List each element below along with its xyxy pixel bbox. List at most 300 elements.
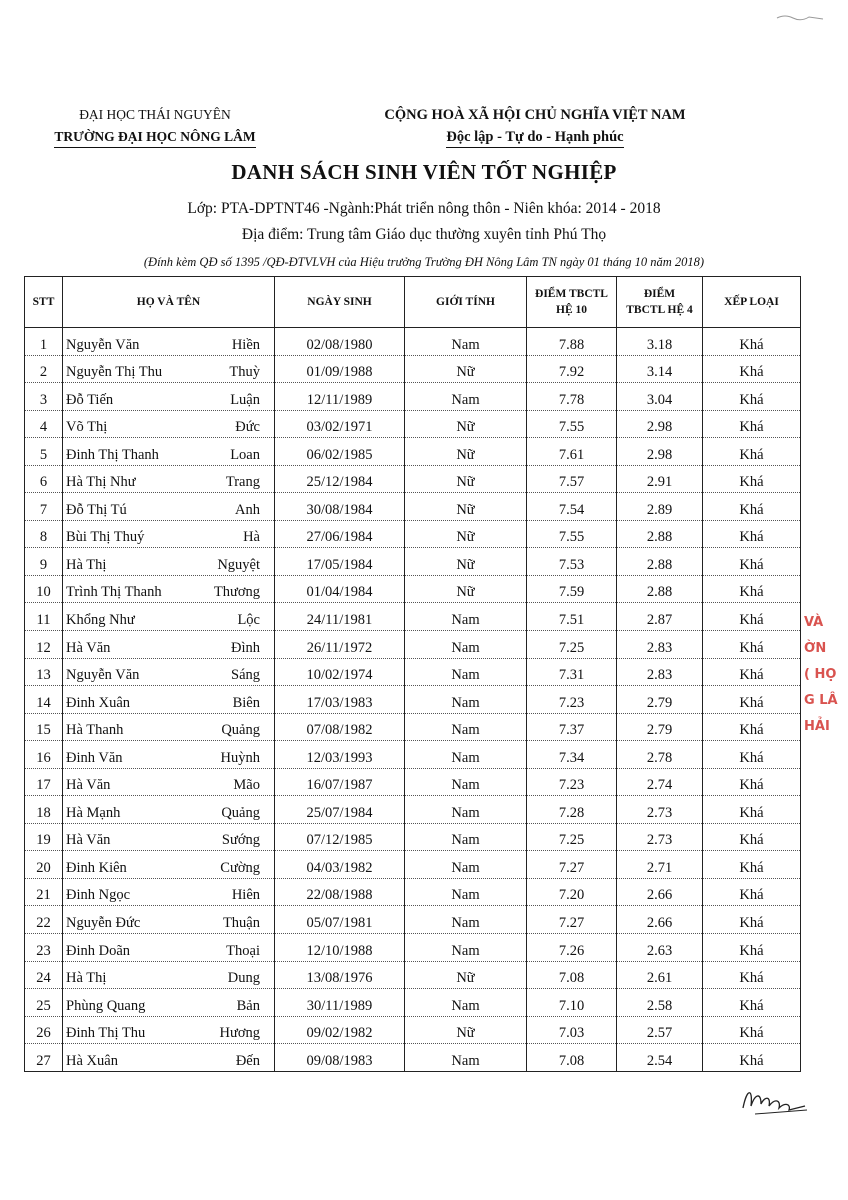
row-fullname (63, 631, 275, 659)
row-given-name: Đức (235, 419, 260, 436)
row-gender: Nam (405, 328, 527, 356)
row-surname: Hà Mạnh (66, 804, 121, 821)
row-given-name: Thương (213, 584, 260, 601)
row-fullname (63, 961, 275, 989)
scribble-mark (775, 12, 825, 22)
row-surname: Hà Văn (66, 832, 111, 849)
row-stt: 15 (25, 713, 63, 741)
row-dob: 01/09/1988 (275, 355, 405, 383)
row-stt: 11 (25, 603, 63, 631)
row-fullname (63, 851, 275, 879)
row-given-name: Dung (227, 970, 260, 987)
row-score4: 2.83 (617, 658, 703, 686)
row-rank: Khá (703, 603, 801, 631)
row-surname: Đinh Thị Thu (66, 1025, 146, 1042)
row-fullname (63, 989, 275, 1017)
signature (735, 1080, 815, 1120)
row-score4: 2.73 (617, 796, 703, 824)
row-given-name: Quảng (221, 722, 260, 739)
row-score4: 2.83 (617, 631, 703, 659)
row-stt: 5 (25, 438, 63, 466)
row-stt: 7 (25, 493, 63, 521)
class-info: Lớp: PTA-DPTNT46 -Ngành:Phát triển nông thôn - Niên khóa: 2014 - 2018 (187, 200, 661, 217)
row-dob: 01/04/1984 (275, 575, 405, 603)
row-rank: Khá (703, 741, 801, 769)
row-score10: 7.31 (527, 658, 617, 686)
row-given-name: Huỳnh (220, 749, 260, 766)
row-score10: 7.23 (527, 686, 617, 714)
row-stt: 23 (25, 934, 63, 962)
row-score10: 7.03 (527, 1016, 617, 1044)
row-score10: 7.55 (527, 520, 617, 548)
row-rank: Khá (703, 548, 801, 576)
row-score10: 7.28 (527, 796, 617, 824)
row-dob: 17/05/1984 (275, 548, 405, 576)
row-fullname (63, 768, 275, 796)
row-fullname (63, 658, 275, 686)
row-rank: Khá (703, 878, 801, 906)
row-fullname (63, 934, 275, 962)
row-given-name: Luận (230, 391, 260, 408)
row-gender: Nam (405, 878, 527, 906)
row-rank: Khá (703, 410, 801, 438)
row-dob: 12/10/1988 (275, 934, 405, 962)
row-stt: 8 (25, 520, 63, 548)
row-fullname (63, 520, 275, 548)
row-score10: 7.53 (527, 548, 617, 576)
row-dob: 06/02/1985 (275, 438, 405, 466)
row-fullname (63, 493, 275, 521)
row-gender: Nữ (405, 465, 527, 493)
row-score4: 2.78 (617, 741, 703, 769)
table-row (25, 989, 801, 1017)
table-row (25, 658, 801, 686)
row-gender: Nam (405, 603, 527, 631)
row-rank: Khá (703, 713, 801, 741)
row-dob: 07/12/1985 (275, 823, 405, 851)
table-row (25, 520, 801, 548)
row-fullname (63, 438, 275, 466)
row-surname: Đinh Văn (66, 749, 123, 766)
row-fullname (63, 1044, 275, 1072)
header-score10 (527, 277, 617, 328)
row-surname: Võ Thị (66, 419, 108, 436)
row-given-name: Hiền (231, 336, 260, 353)
row-dob: 30/11/1989 (275, 989, 405, 1017)
row-score4: 2.88 (617, 548, 703, 576)
row-gender: Nam (405, 796, 527, 824)
row-fullname (63, 575, 275, 603)
row-score4: 3.18 (617, 328, 703, 356)
row-surname: Hà Thị (66, 970, 107, 987)
row-fullname (63, 328, 275, 356)
row-fullname (63, 383, 275, 411)
row-fullname (63, 713, 275, 741)
row-stt: 19 (25, 823, 63, 851)
row-dob: 07/08/1982 (275, 713, 405, 741)
row-dob: 04/03/1982 (275, 851, 405, 879)
row-surname: Đinh Xuân (66, 694, 131, 711)
row-given-name: Sướng (221, 832, 260, 849)
header-rank: XẾP LOẠI (703, 277, 801, 328)
row-given-name: Cường (220, 859, 260, 876)
row-score4: 2.54 (617, 1044, 703, 1072)
table-row (25, 438, 801, 466)
row-surname: Hà Thị (66, 556, 107, 573)
row-score10: 7.27 (527, 906, 617, 934)
row-gender: Nam (405, 383, 527, 411)
row-fullname (63, 741, 275, 769)
row-rank: Khá (703, 355, 801, 383)
stamp-text-fragment: ỜN (804, 641, 827, 656)
row-score4: 2.98 (617, 410, 703, 438)
row-surname: Đỗ Thị Tú (66, 501, 127, 518)
red-stamp (804, 610, 848, 780)
row-rank: Khá (703, 906, 801, 934)
row-gender: Nữ (405, 493, 527, 521)
row-score10: 7.10 (527, 989, 617, 1017)
row-gender: Nữ (405, 1016, 527, 1044)
row-given-name: Anh (235, 501, 260, 518)
row-surname: Nguyễn Văn (66, 667, 140, 684)
row-score4: 2.71 (617, 851, 703, 879)
row-surname: Đỗ Tiến (66, 391, 114, 408)
row-rank: Khá (703, 520, 801, 548)
row-stt: 14 (25, 686, 63, 714)
row-stt: 21 (25, 878, 63, 906)
row-gender: Nữ (405, 961, 527, 989)
table-row (25, 823, 801, 851)
row-score10: 7.78 (527, 383, 617, 411)
row-dob: 24/11/1981 (275, 603, 405, 631)
row-rank: Khá (703, 1016, 801, 1044)
row-surname: Bùi Thị Thuý (66, 529, 145, 546)
table-row (25, 548, 801, 576)
location-info: Địa điểm: Trung tâm Giáo dục thường xuyên tỉnh Phú Thọ (241, 226, 607, 243)
row-given-name: Hà (243, 529, 260, 546)
row-score4: 2.63 (617, 934, 703, 962)
row-dob: 22/08/1988 (275, 878, 405, 906)
row-given-name: Bản (236, 997, 260, 1014)
row-stt: 26 (25, 1016, 63, 1044)
row-score10: 7.59 (527, 575, 617, 603)
row-given-name: Đình (231, 639, 260, 656)
row-dob: 12/11/1989 (275, 383, 405, 411)
row-stt: 17 (25, 768, 63, 796)
row-given-name: Biên (232, 694, 260, 711)
row-score4: 2.74 (617, 768, 703, 796)
row-surname: Hà Thị Như (66, 474, 136, 491)
row-fullname (63, 1016, 275, 1044)
header-score4 (617, 277, 703, 328)
table-row (25, 851, 801, 879)
row-fullname (63, 906, 275, 934)
row-rank: Khá (703, 934, 801, 962)
row-stt: 27 (25, 1044, 63, 1072)
row-score4: 2.89 (617, 493, 703, 521)
row-rank: Khá (703, 851, 801, 879)
row-score10: 7.27 (527, 851, 617, 879)
row-given-name: Thuỳ (229, 364, 260, 381)
college-name: TRƯỜNG ĐẠI HỌC NÔNG LÂM (54, 127, 255, 148)
header-score4-line2: TBCTL HỆ 4 (626, 304, 693, 316)
row-surname: Nguyễn Đức (66, 915, 141, 932)
table-row (25, 575, 801, 603)
row-score4: 2.66 (617, 878, 703, 906)
row-given-name: Thuận (222, 915, 260, 932)
row-score10: 7.61 (527, 438, 617, 466)
row-fullname (63, 686, 275, 714)
row-score4: 2.91 (617, 465, 703, 493)
row-gender: Nam (405, 823, 527, 851)
row-rank: Khá (703, 768, 801, 796)
row-score10: 7.23 (527, 768, 617, 796)
row-gender: Nam (405, 658, 527, 686)
row-stt: 13 (25, 658, 63, 686)
row-surname: Đinh Thị Thanh (66, 446, 159, 463)
row-stt: 3 (25, 383, 63, 411)
row-stt: 4 (25, 410, 63, 438)
table-row (25, 1044, 801, 1072)
row-dob: 02/08/1980 (275, 328, 405, 356)
row-gender: Nam (405, 934, 527, 962)
header-score4-line1: ĐIỂM (643, 288, 676, 300)
row-rank: Khá (703, 493, 801, 521)
row-score10: 7.88 (527, 328, 617, 356)
row-surname: Khổng Như (66, 612, 135, 629)
organization-header (40, 104, 270, 148)
row-stt: 25 (25, 989, 63, 1017)
stamp-text-fragment: HẢI (804, 719, 830, 734)
stamp-text-fragment: VÀ (804, 615, 824, 630)
row-score10: 7.08 (527, 1044, 617, 1072)
row-gender: Nam (405, 631, 527, 659)
row-rank: Khá (703, 796, 801, 824)
row-score4: 2.88 (617, 575, 703, 603)
row-stt: 9 (25, 548, 63, 576)
row-rank: Khá (703, 575, 801, 603)
table-row (25, 768, 801, 796)
row-score10: 7.92 (527, 355, 617, 383)
country-name: CỘNG HOÀ XÃ HỘI CHỦ NGHĨA VIỆT NAM (384, 107, 686, 123)
row-stt: 6 (25, 465, 63, 493)
table-row (25, 961, 801, 989)
row-gender: Nữ (405, 410, 527, 438)
table-row (25, 934, 801, 962)
table-row (25, 328, 801, 356)
row-dob: 27/06/1984 (275, 520, 405, 548)
row-dob: 05/07/1981 (275, 906, 405, 934)
row-dob: 16/07/1987 (275, 768, 405, 796)
row-given-name: Quảng (221, 804, 260, 821)
row-fullname (63, 465, 275, 493)
row-given-name: Nguyệt (217, 556, 260, 573)
header-gender: GIỚI TÍNH (405, 277, 527, 328)
row-given-name: Hương (219, 1025, 260, 1042)
row-given-name: Trang (225, 474, 260, 491)
row-gender: Nam (405, 851, 527, 879)
row-rank: Khá (703, 686, 801, 714)
table-row (25, 686, 801, 714)
row-stt: 20 (25, 851, 63, 879)
row-stt: 16 (25, 741, 63, 769)
row-score10: 7.54 (527, 493, 617, 521)
row-stt: 22 (25, 906, 63, 934)
row-surname: Trình Thị Thanh (66, 584, 162, 601)
stamp-text-fragment: ( HỌ (804, 667, 837, 682)
row-score4: 2.73 (617, 823, 703, 851)
row-score10: 7.25 (527, 823, 617, 851)
row-gender: Nữ (405, 575, 527, 603)
row-score10: 7.34 (527, 741, 617, 769)
table-header-row (25, 277, 801, 328)
header-score10-line1: ĐIỂM TBCTL (535, 288, 608, 300)
row-score10: 7.37 (527, 713, 617, 741)
row-score10: 7.55 (527, 410, 617, 438)
row-gender: Nam (405, 713, 527, 741)
table-row (25, 493, 801, 521)
row-given-name: Sáng (231, 667, 260, 684)
table-row (25, 355, 801, 383)
row-score10: 7.25 (527, 631, 617, 659)
row-score4: 2.79 (617, 713, 703, 741)
row-stt: 2 (25, 355, 63, 383)
row-stt: 24 (25, 961, 63, 989)
row-score4: 2.88 (617, 520, 703, 548)
row-stt: 18 (25, 796, 63, 824)
row-rank: Khá (703, 989, 801, 1017)
row-rank: Khá (703, 823, 801, 851)
row-gender: Nữ (405, 438, 527, 466)
row-surname: Nguyễn Văn (66, 336, 140, 353)
row-stt: 10 (25, 575, 63, 603)
row-score4: 2.79 (617, 686, 703, 714)
row-surname: Đinh Ngọc (66, 887, 131, 904)
row-rank: Khá (703, 383, 801, 411)
row-fullname (63, 548, 275, 576)
row-dob: 17/03/1983 (275, 686, 405, 714)
row-score4: 2.98 (617, 438, 703, 466)
row-score4: 2.57 (617, 1016, 703, 1044)
row-fullname (63, 878, 275, 906)
row-surname: Đinh Doãn (66, 942, 131, 959)
row-surname: Đinh Kiên (66, 859, 127, 876)
row-dob: 25/12/1984 (275, 465, 405, 493)
row-rank: Khá (703, 465, 801, 493)
row-given-name: Thoại (226, 942, 260, 959)
row-given-name: Loan (230, 446, 260, 463)
row-given-name: Lộc (237, 612, 260, 629)
row-gender: Nữ (405, 355, 527, 383)
row-score10: 7.51 (527, 603, 617, 631)
row-gender: Nữ (405, 520, 527, 548)
row-surname: Hà Văn (66, 777, 111, 794)
row-surname: Phùng Quang (66, 997, 146, 1014)
row-given-name: Đến (235, 1052, 260, 1069)
row-gender: Nam (405, 768, 527, 796)
row-rank: Khá (703, 328, 801, 356)
header-dob: NGÀY SINH (275, 277, 405, 328)
header-score10-line2: HỆ 10 (556, 304, 587, 316)
table-row (25, 631, 801, 659)
document-title: DANH SÁCH SINH VIÊN TỐT NGHIỆP (231, 160, 617, 184)
row-fullname (63, 823, 275, 851)
table-row (25, 878, 801, 906)
row-dob: 25/07/1984 (275, 796, 405, 824)
row-fullname (63, 410, 275, 438)
national-motto-header (360, 104, 710, 148)
row-fullname (63, 796, 275, 824)
table-row (25, 465, 801, 493)
row-score10: 7.20 (527, 878, 617, 906)
row-score10: 7.26 (527, 934, 617, 962)
table-row (25, 1016, 801, 1044)
row-given-name: Mão (233, 777, 260, 794)
row-score4: 3.04 (617, 383, 703, 411)
row-surname: Hà Thanh (66, 722, 124, 739)
row-rank: Khá (703, 438, 801, 466)
row-dob: 13/08/1976 (275, 961, 405, 989)
row-dob: 09/08/1983 (275, 1044, 405, 1072)
row-dob: 10/02/1974 (275, 658, 405, 686)
row-stt: 1 (25, 328, 63, 356)
row-surname: Hà Xuân (66, 1052, 118, 1069)
row-fullname (63, 355, 275, 383)
table-row (25, 741, 801, 769)
row-gender: Nam (405, 989, 527, 1017)
header-name: HỌ VÀ TÊN (63, 277, 275, 328)
header-stt: STT (25, 277, 63, 328)
table-row (25, 906, 801, 934)
row-gender: Nữ (405, 548, 527, 576)
row-dob: 30/08/1984 (275, 493, 405, 521)
row-dob: 03/02/1971 (275, 410, 405, 438)
row-gender: Nam (405, 686, 527, 714)
row-dob: 09/02/1982 (275, 1016, 405, 1044)
table-row (25, 713, 801, 741)
graduates-table (24, 276, 801, 1072)
row-surname: Nguyễn Thị Thu (66, 364, 163, 381)
university-name: ĐẠI HỌC THÁI NGUYÊN (79, 107, 231, 122)
row-score4: 2.66 (617, 906, 703, 934)
row-score4: 2.87 (617, 603, 703, 631)
row-score4: 2.58 (617, 989, 703, 1017)
stamp-text-fragment: G LÂ (804, 693, 838, 708)
national-motto: Độc lập - Tự do - Hạnh phúc (446, 127, 623, 148)
row-score4: 2.61 (617, 961, 703, 989)
row-score10: 7.08 (527, 961, 617, 989)
row-gender: Nam (405, 1044, 527, 1072)
row-gender: Nam (405, 906, 527, 934)
table-row (25, 603, 801, 631)
row-gender: Nam (405, 741, 527, 769)
row-rank: Khá (703, 961, 801, 989)
row-score4: 3.14 (617, 355, 703, 383)
row-given-name: Hiên (231, 887, 260, 904)
row-rank: Khá (703, 631, 801, 659)
table-row (25, 796, 801, 824)
table-row (25, 410, 801, 438)
row-score10: 7.57 (527, 465, 617, 493)
row-rank: Khá (703, 658, 801, 686)
row-stt: 12 (25, 631, 63, 659)
row-rank: Khá (703, 1044, 801, 1072)
table-row (25, 383, 801, 411)
row-dob: 26/11/1972 (275, 631, 405, 659)
row-surname: Hà Văn (66, 639, 111, 656)
row-dob: 12/03/1993 (275, 741, 405, 769)
row-fullname (63, 603, 275, 631)
